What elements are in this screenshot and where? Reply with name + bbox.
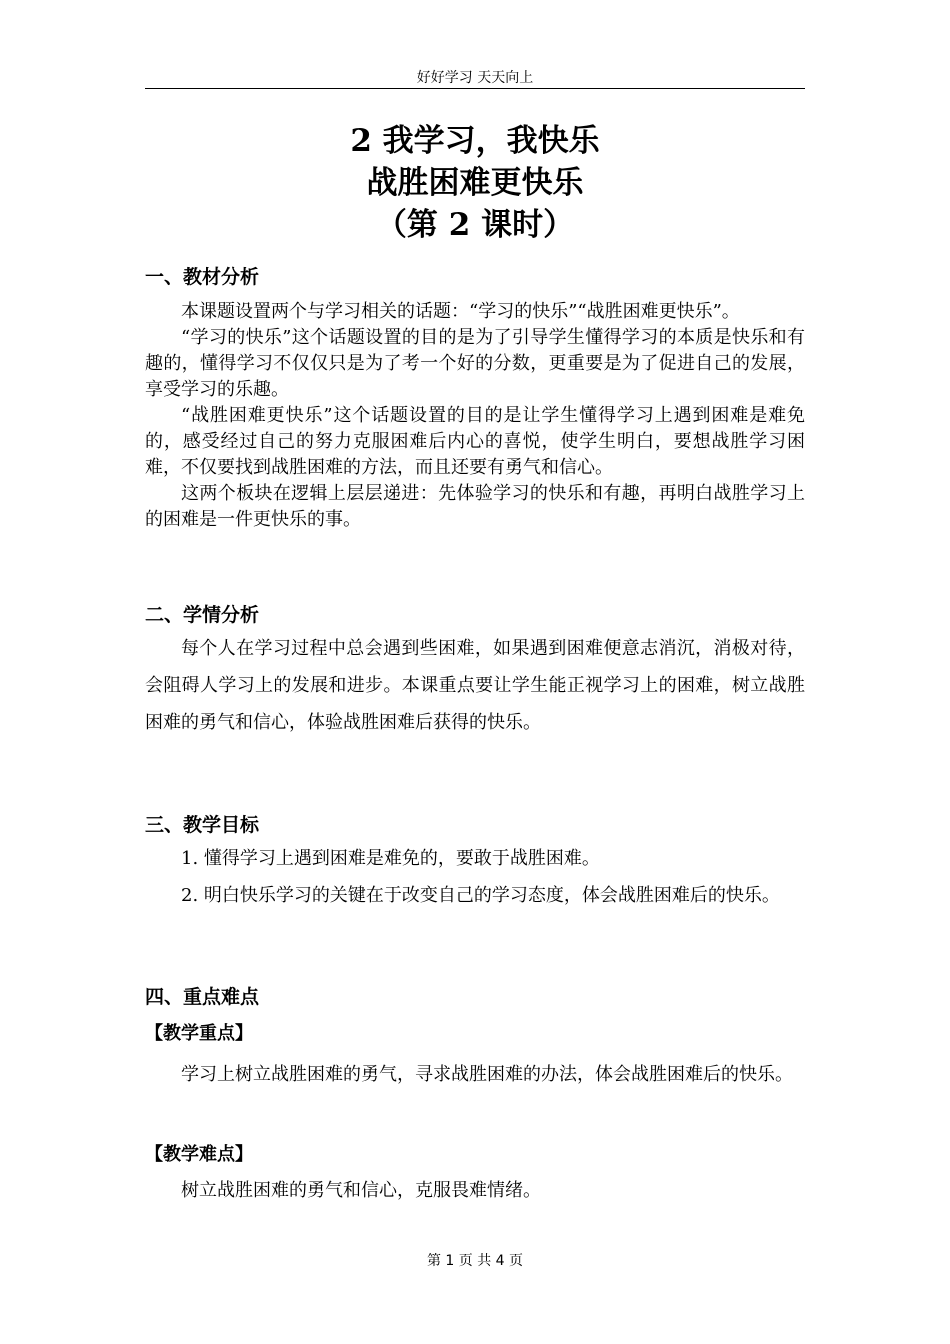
key-points-label: 【教学重点】	[145, 1023, 253, 1044]
section-3-body	[145, 840, 805, 914]
difficult-points-label: 【教学难点】	[145, 1144, 253, 1165]
difficult-points-body	[145, 1172, 805, 1209]
section-heading-3: 三、教学目标	[145, 814, 260, 836]
document-page	[145, 0, 805, 1344]
paragraph: “战胜困难更快乐”这个话题设置的目的是让学生懂得学习上遇到困难是难免的，感受经过自己的努力克服困难后内心的喜悦，使学生明白，要想战胜学习困难，不仅要找到战胜困难的方法，而且还要有勇气和信心。	[145, 405, 805, 478]
section-2-body	[145, 630, 805, 741]
title-line-3: （第 2 课时）	[375, 207, 575, 243]
page-footer: 第 1 页 共 4 页	[426, 1253, 524, 1269]
title-line-1: 2 我学习，我快乐	[350, 123, 600, 159]
section-heading-1: 一、教材分析	[145, 266, 260, 288]
paragraph: “学习的快乐”这个话题设置的目的是为了引导学生懂得学习的本质是快乐和有趣的，懂得学习不仅仅只是为了考一个好的分数，更重要是为了促进自己的发展，享受学习的乐趣。	[145, 327, 805, 400]
paragraph: 树立战胜困难的勇气和信心，克服畏难情绪。	[181, 1180, 541, 1201]
section-heading-2: 二、学情分析	[145, 604, 260, 626]
section-1-body	[145, 299, 805, 533]
paragraph: 本课题设置两个与学习相关的话题：“学习的快乐”“战胜困难更快乐”。	[181, 301, 740, 322]
section-heading-4: 四、重点难点	[145, 986, 260, 1008]
paragraph: 每个人在学习过程中总会遇到些困难，如果遇到困难便意志消沉，消极对待，会阻碍人学习上的发展和进步。本课重点要让学生能正视学习上的困难，树立战胜困难的勇气和信心，体验战胜困难后获得的快乐。	[145, 638, 805, 733]
title-line-2: 战胜困难更快乐	[366, 165, 584, 201]
header-rule	[145, 88, 805, 89]
paragraph: 这两个板块在逻辑上层层递进：先体验学习的快乐和有趣，再明白战胜学习上的困难是一件更快乐的事。	[145, 483, 805, 530]
page-header: 好好学习 天天向上	[416, 70, 534, 86]
paragraph: 学习上树立战胜困难的勇气，寻求战胜困难的办法，体会战胜困难后的快乐。	[181, 1064, 793, 1085]
document-title	[145, 120, 805, 246]
paragraph: 1. 懂得学习上遇到困难是难免的，要敢于战胜困难。	[181, 848, 600, 869]
key-points-body	[145, 1056, 805, 1093]
paragraph: 2. 明白快乐学习的关键在于改变自己的学习态度，体会战胜困难后的快乐。	[181, 885, 780, 906]
